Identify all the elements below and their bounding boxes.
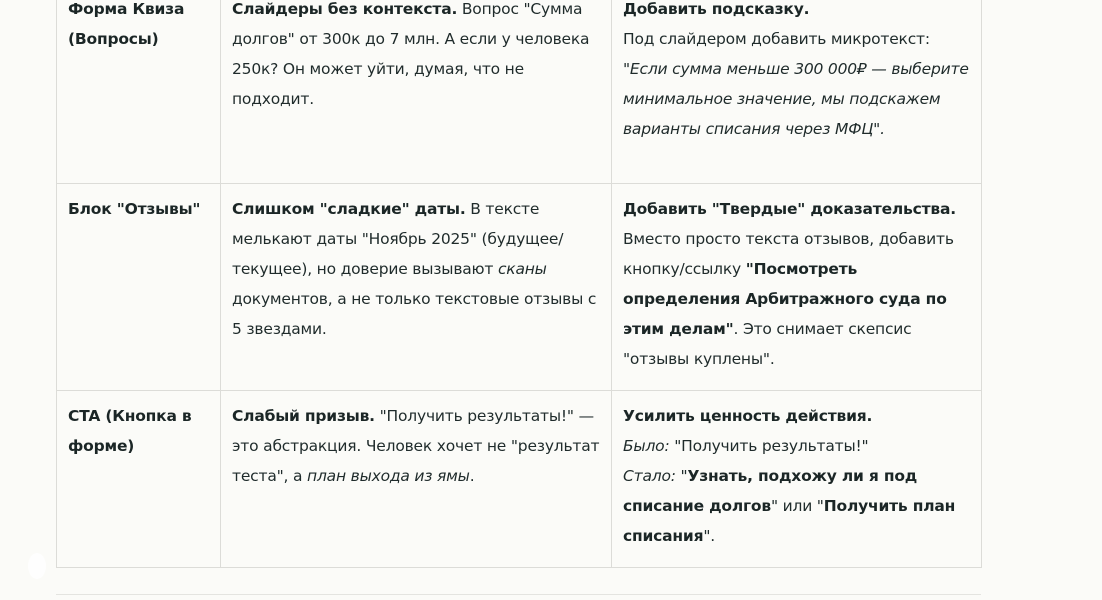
solution-quote: "Если сумма меньше 300 000₽ — выберите минимальное значение, мы подскажем варианты списания через МФЦ". — [623, 60, 969, 138]
table-row — [57, 184, 982, 391]
solution-cell — [612, 391, 982, 568]
quote: " — [675, 467, 688, 485]
solution-title: Добавить подсказку. — [623, 0, 810, 18]
problem-text: . — [469, 467, 475, 485]
problem-title: Слайдеры без контекста. — [232, 0, 458, 18]
problem-emphasis: сканы — [497, 260, 547, 278]
problem-cell — [221, 391, 612, 568]
now-option-1: Узнать, подхожу ли я под списание долгов — [623, 467, 918, 515]
problem-emphasis: план выхода из ямы — [307, 467, 470, 485]
problem-cell — [221, 0, 612, 184]
element-cell — [57, 184, 221, 391]
quote: ". — [703, 527, 715, 545]
element-cell — [57, 391, 221, 568]
element-cell — [57, 0, 221, 184]
solution-title: Усилить ценность действия. — [623, 407, 873, 425]
recommendations-table — [56, 0, 982, 568]
solution-cell — [612, 0, 982, 184]
solution-link-label: "Посмотреть определения Арбитражного суда по этим делам" — [623, 260, 947, 338]
decorative-blob — [28, 553, 46, 579]
table-row — [57, 391, 982, 568]
solution-title: Добавить "Твердые" доказательства. — [623, 200, 956, 218]
element-name: Блок "Отзывы" — [68, 200, 201, 218]
element-name: CTA (Кнопка в форме) — [68, 407, 192, 455]
solution-text: Под слайдером добавить микротекст: — [623, 30, 930, 48]
element-name: Форма Квиза (Вопросы) — [68, 0, 185, 48]
divider — [56, 594, 981, 595]
solution-cell — [612, 184, 982, 391]
now-label: Стало: — [623, 467, 676, 485]
solution-text: . Это снимает скепсис "отзывы куплены". — [623, 320, 912, 368]
was-text: "Получить результаты!" — [669, 437, 869, 455]
now-option-2: Получить план списания — [623, 497, 956, 545]
problem-cell — [221, 184, 612, 391]
problem-text: В тексте мелькают даты "Ноябрь 2025" (будущее/текущее), но доверие вызывают — [232, 200, 564, 278]
problem-text: "Получить результаты!" — это абстракция. Человек хочет не "результат теста", а — [232, 407, 600, 485]
table-row — [57, 0, 982, 184]
was-label: Было: — [623, 437, 670, 455]
problem-title: Слишком "сладкие" даты. — [232, 200, 466, 218]
problem-title: Слабый призыв. — [232, 407, 375, 425]
solution-text: Вместо просто текста отзывов, добавить кнопку/ссылку — [623, 230, 954, 278]
connector: " или " — [770, 497, 824, 515]
problem-text: документов, а не только текстовые отзывы с 5 звездами. — [232, 290, 597, 338]
problem-text: Вопрос "Сумма долгов" от 300к до 7 млн. А если у человека 250к? Он может уйти, думая, что не подходит. — [232, 0, 590, 108]
